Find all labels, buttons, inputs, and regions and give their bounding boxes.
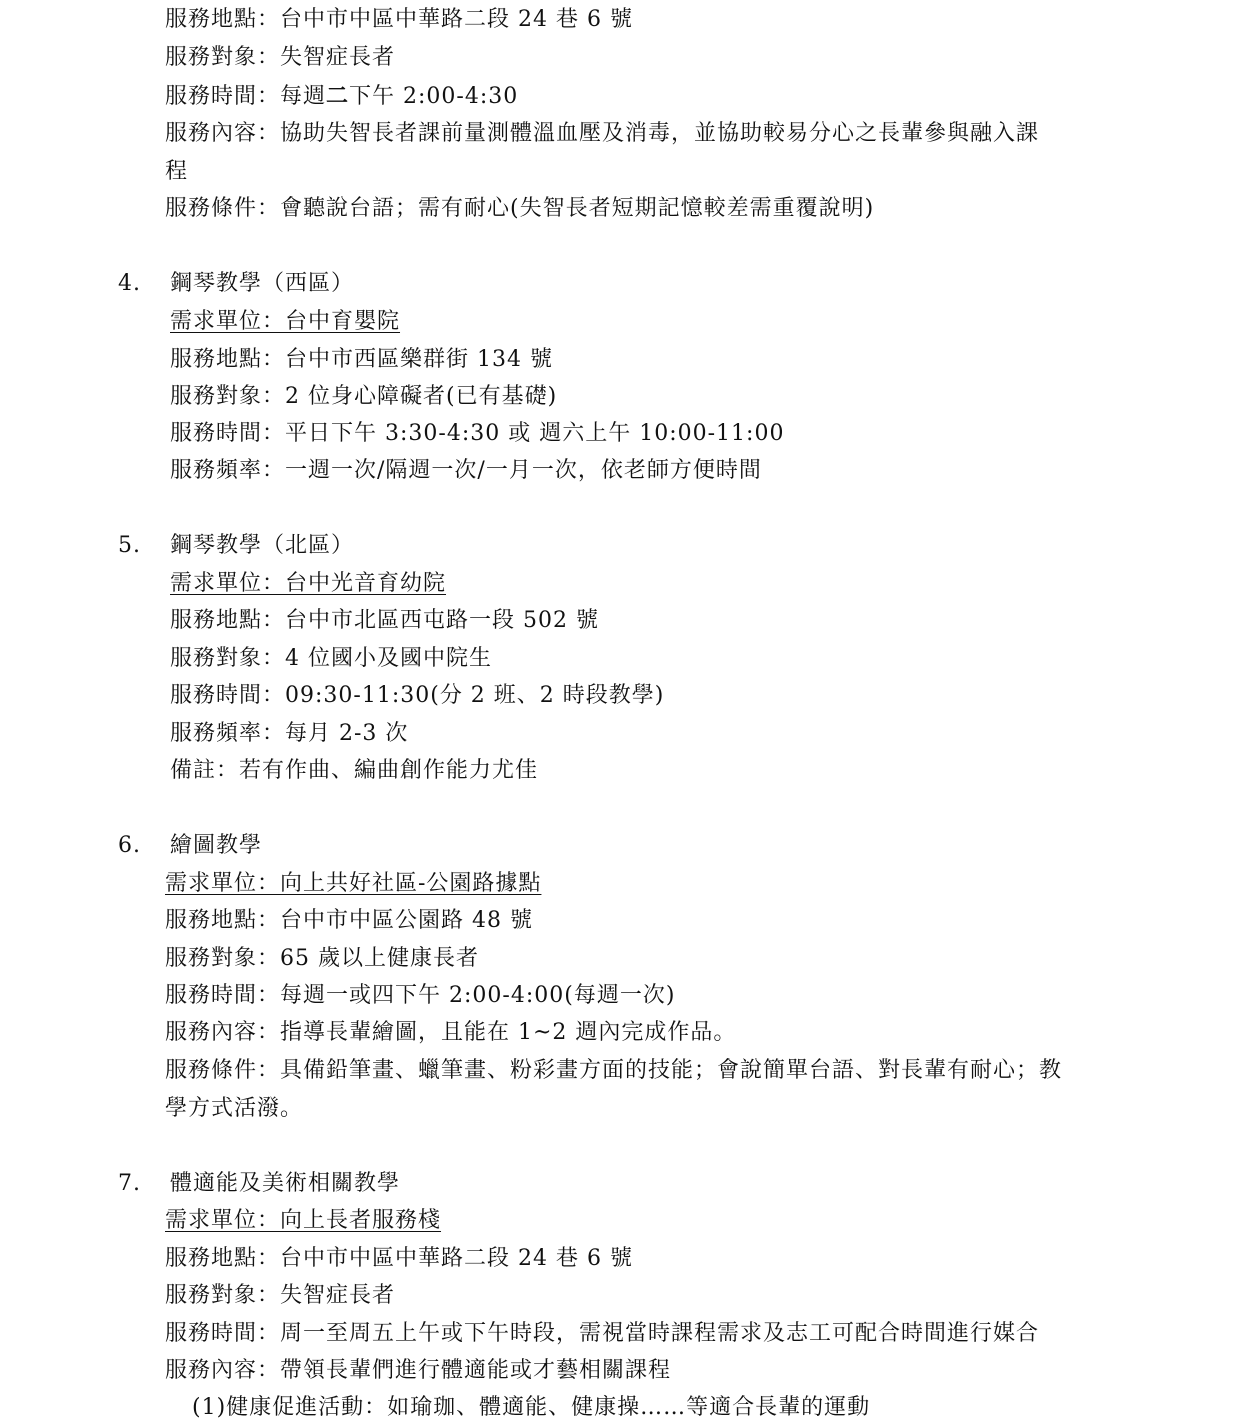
item7-sub1: (1)健康促進活動：如瑜珈、體適能、健康操……等適合長輩的運動 [192, 1395, 871, 1420]
item4-target: 服務對象：2 位身心障礙者(已有基礎) [170, 384, 558, 409]
item6-unit: 需求單位：向上共好社區-公園路據點 [165, 871, 542, 896]
item6-number: 6. [118, 833, 141, 858]
item7-time: 服務時間：周一至周五上午或下午時段，需視當時課程需求及志工可配合時間進行媒合 [165, 1321, 1040, 1346]
top-time [165, 81, 518, 112]
item5-time: 服務時間：09:30-11:30(分 2 班、2 時段教學) [170, 683, 665, 708]
item6-content: 服務內容：指導長輩繪圖，且能在 1~2 週內完成作品。 [165, 1020, 737, 1045]
item5-target: 服務對象：4 位國小及國中院生 [170, 646, 492, 671]
item4-address: 服務地點：台中市西區樂群街 134 號 [170, 347, 553, 372]
item5-unit: 需求單位：台中光音育幼院 [170, 571, 447, 596]
top-time-prefix: 服務時間：每週 [165, 84, 327, 109]
item6-time: 服務時間：每週一或四下午 2:00-4:00(每週一次) [165, 983, 676, 1008]
item7-title: 體適能及美術相關教學 [170, 1171, 401, 1196]
item5-note: 備註：若有作曲、編曲創作能力尤佳 [170, 758, 539, 783]
item6-address: 服務地點：台中市中區公園路 48 號 [165, 908, 533, 933]
item7-content: 服務內容：帶領長輩們進行體適能或才藝相關課程 [165, 1358, 672, 1383]
item5-number: 5. [118, 533, 141, 558]
item6-conditions-line2: 學方式活潑。 [165, 1096, 304, 1121]
item4-number: 4. [118, 271, 141, 296]
item6-target: 服務對象：65 歲以上健康長者 [165, 946, 479, 971]
top-time-bold: 二 [326, 83, 350, 109]
item5-address: 服務地點：台中市北區西屯路一段 502 號 [170, 608, 599, 633]
top-address: 服務地點：台中市中區中華路二段 24 巷 6 號 [165, 7, 633, 32]
item6-title: 繪圖教學 [170, 833, 263, 858]
top-content-line1: 服務內容：協助失智長者課前量測體溫血壓及消毒，並協助較易分心之長輩參與融入課 [165, 121, 1040, 146]
item5-frequency: 服務頻率：每月 2-3 次 [170, 721, 409, 746]
item7-address: 服務地點：台中市中區中華路二段 24 巷 6 號 [165, 1246, 633, 1271]
item6-conditions-line1: 服務條件：具備鉛筆畫、蠟筆畫、粉彩畫方面的技能；會說簡單台語、對長輩有耐心；教 [165, 1058, 1063, 1083]
item4-time: 服務時間：平日下午 3:30-4:30 或 週六上午 10:00-11:00 [170, 421, 785, 446]
top-target: 服務對象：失智症長者 [165, 45, 396, 70]
item4-unit: 需求單位：台中育嬰院 [170, 309, 401, 334]
top-conditions: 服務條件：會聽說台語；需有耐心(失智長者短期記憶較差需重覆說明) [165, 196, 875, 221]
item4-frequency: 服務頻率：一週一次/隔週一次/一月一次，依老師方便時間 [170, 458, 762, 483]
top-content-line2: 程 [165, 159, 189, 184]
item7-number: 7. [118, 1171, 141, 1196]
top-time-suffix: 下午 2:00-4:30 [349, 84, 519, 109]
item5-title: 鋼琴教學（北區） [170, 533, 355, 558]
item4-title: 鋼琴教學（西區） [170, 271, 355, 296]
item7-unit: 需求單位：向上長者服務棧 [165, 1208, 442, 1233]
item7-target: 服務對象：失智症長者 [165, 1283, 396, 1308]
